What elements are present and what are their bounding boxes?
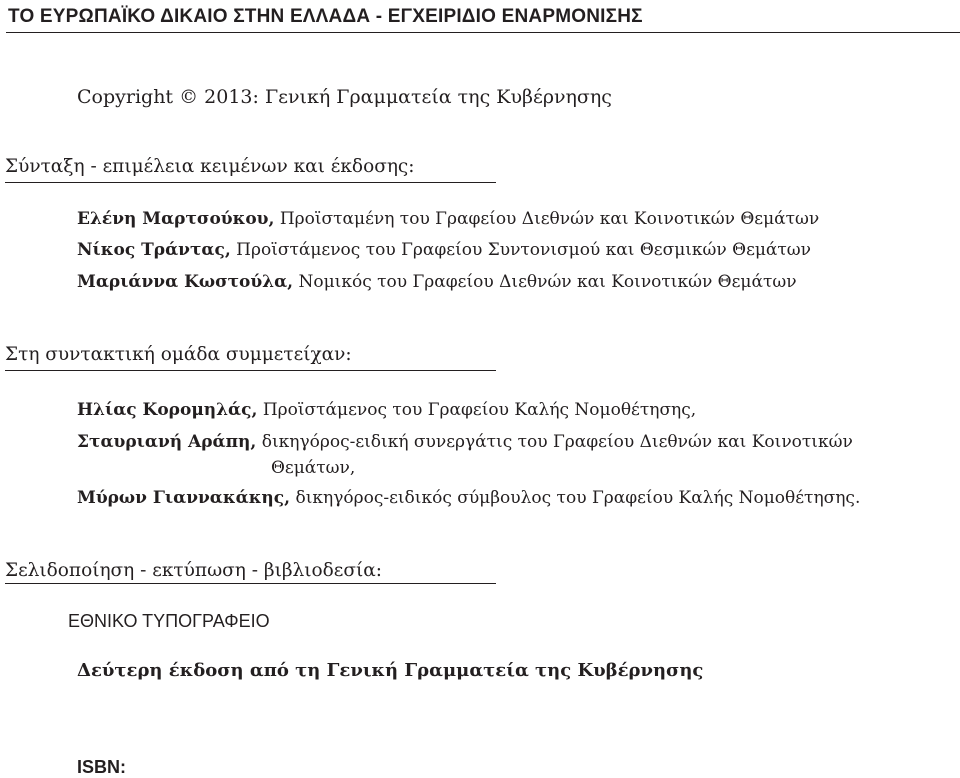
isbn-label: ISBN:	[77, 757, 126, 777]
team-member-name: Μύρων Γιαννακάκης,	[77, 488, 291, 508]
editor-role: Νομικός του Γραφείου Διεθνών και Κοινοτικών Θεμάτων	[298, 272, 797, 292]
editing-section-heading: Σύνταξη - επιμέλεια κειμένων και έκδοσης:	[5, 156, 415, 177]
team-member-role-continuation: Θεμάτων,	[271, 458, 356, 478]
copyright-label: Copyright	[77, 86, 174, 108]
editor-role: Προϊστάμενος του Γραφείου Συντονισμού και Θεσμικών Θεμάτων	[236, 240, 812, 260]
editor-role: Προϊσταμένη του Γραφείου Διεθνών και Κοινοτικών Θεμάτων	[279, 209, 820, 229]
team-section-rule	[5, 370, 496, 371]
edition-note: Δεύτερη έκδοση από τη Γενική Γραμματεία της Κυβέρνησης	[77, 660, 704, 681]
header-rule	[6, 32, 960, 33]
printing-section-rule	[5, 583, 496, 584]
editor-name: Ελένη Μαρτσούκου,	[77, 209, 275, 229]
editor-entry	[77, 272, 797, 292]
team-member-entry	[77, 432, 853, 452]
editor-entry	[77, 209, 819, 229]
editor-name: Μαριάννα Κωστούλα,	[77, 272, 294, 292]
editor-name: Νίκος Τράντας,	[77, 240, 231, 260]
team-member-name: Σταυριανή Αράπη,	[77, 432, 257, 452]
printing-section-heading: Σελιδοποίηση - εκτύπωση - βιβλιοδεσία:	[5, 560, 382, 581]
team-member-role: δικηγόρος-ειδική συνεργάτις του Γραφείου Διεθνών και Κοινοτικών	[261, 432, 853, 452]
team-member-role: Προϊστάμενος του Γραφείου Καλής Νομοθέτησης,	[262, 400, 697, 420]
document-header-title: ΤΟ ΕΥΡΩΠΑΪΚΟ ΔΙΚΑΙΟ ΣΤΗΝ ΕΛΛΑΔΑ - ΕΓΧΕΙΡΙΔΙΟ ΕΝΑΡΜΟΝΙΣΗΣ	[8, 6, 643, 27]
team-member-entry	[77, 400, 696, 420]
copyright-line	[77, 86, 612, 108]
copyright-text: 2013: Γενική Γραμματεία της Κυβέρνησης	[204, 86, 612, 108]
editing-section-rule	[5, 182, 496, 183]
copyright-symbol: ©	[179, 86, 199, 108]
team-member-name: Ηλίας Κορομηλάς,	[77, 400, 258, 420]
team-member-entry	[77, 488, 860, 508]
team-member-role: δικηγόρος-ειδικός σύμβουλος του Γραφείου Καλής Νομοθέτησης.	[295, 488, 861, 508]
editor-entry	[77, 240, 811, 260]
team-section-heading: Στη συντακτική ομάδα συμμετείχαν:	[5, 344, 352, 365]
printer-name: ΕΘΝΙΚΟ ΤΥΠΟΓΡΑΦΕΙΟ	[68, 611, 270, 631]
